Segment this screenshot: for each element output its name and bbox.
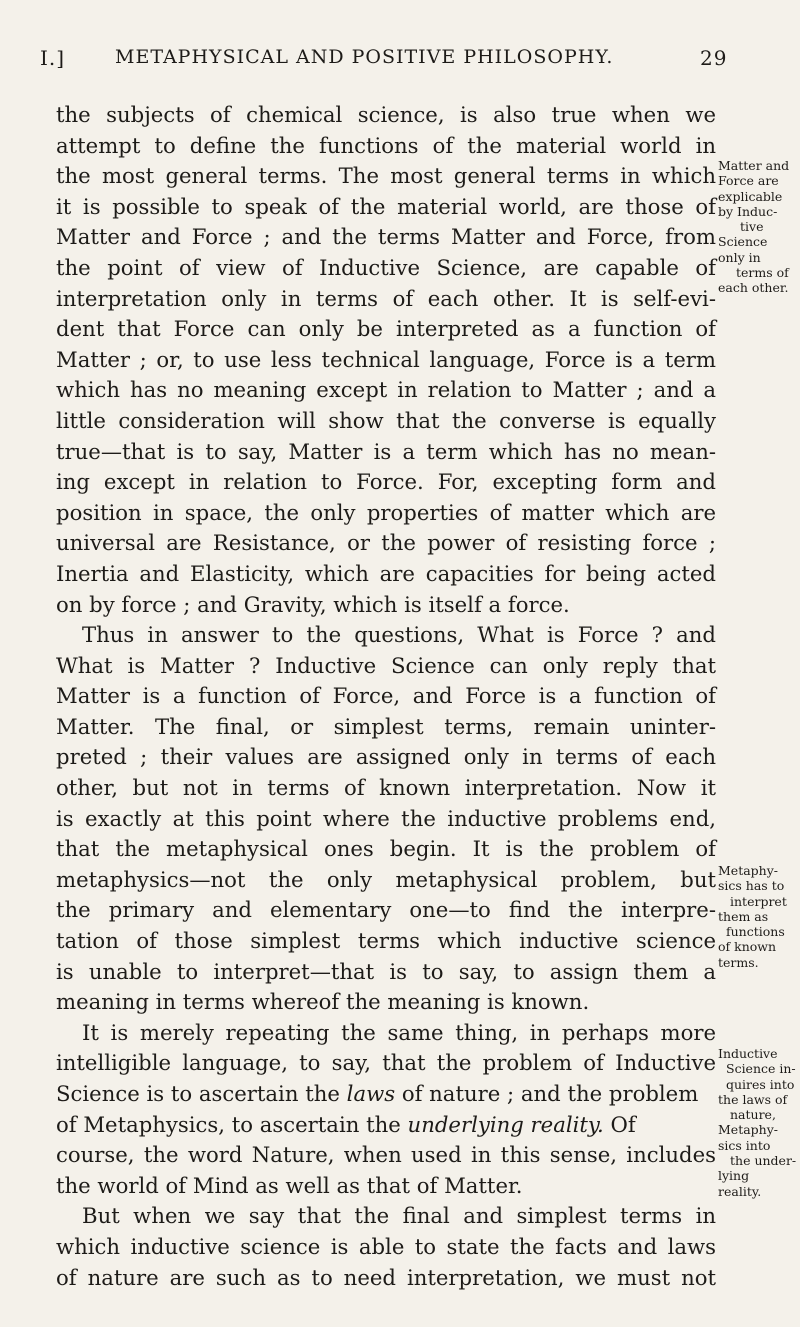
text-line: the primary and elementary one—to find the interpre- <box>56 897 716 923</box>
margin-note-line: lying <box>718 1168 750 1184</box>
margin-note-line: Inductive <box>718 1046 778 1061</box>
running-header <box>0 30 800 70</box>
margin-note-line: Science <box>718 234 768 250</box>
text-line: preted ; their values are assigned only in terms of each <box>56 744 716 770</box>
margin-note-line: them as <box>718 908 769 924</box>
margin-note-line: quires into <box>726 1076 795 1092</box>
text-line: position in space, the only properties of matter which are <box>56 499 716 525</box>
chapter-number: I.] <box>40 46 66 70</box>
margin-note <box>718 863 800 970</box>
text-segment: Science is to ascertain the <box>56 1081 340 1106</box>
text-line: course, the word Nature, when used in this sense, includes <box>56 1142 716 1168</box>
page-number: 29 <box>700 46 728 70</box>
body-text <box>56 100 716 1293</box>
text-line: Thus in answer to the questions, What is Force ? and <box>82 622 716 648</box>
margin-note-line: the under- <box>730 1153 797 1169</box>
text-line: Matter ; or, to use less technical language, Force is a term <box>56 346 716 372</box>
margin-note-line: Force are <box>718 173 779 189</box>
text-line: that the metaphysical ones begin. It is the problem of <box>56 836 716 862</box>
margin-note-line: Science in- <box>726 1061 796 1077</box>
text-line: ing except in relation to Force. For, excepting form and <box>56 469 716 495</box>
italic-phrase: laws <box>346 1081 396 1106</box>
text-line: metaphysics—not the only metaphysical problem, but <box>56 866 716 892</box>
text-line: intelligible language, to say, that the problem of Inductive <box>56 1050 716 1076</box>
text-line: But when we say that the final and simplest terms in <box>82 1203 716 1229</box>
text-line: interpretation only in terms of each other. It is self-evi- <box>56 285 716 311</box>
text-line: little consideration will show that the converse is equally <box>56 407 716 433</box>
margin-note-line: Metaphy- <box>718 1122 779 1138</box>
text-line: is unable to interpret—that is to say, to assign them a <box>56 958 716 984</box>
margin-note-line: each other. <box>718 280 789 296</box>
margin-note <box>718 1046 800 1199</box>
text-line: Matter and Force ; and the terms Matter and Force, from <box>56 224 716 250</box>
text-segment: Of <box>603 1111 636 1137</box>
text-line: the world of Mind as well as that of Matter. <box>56 1172 523 1198</box>
text-line: tation of those simplest terms which inductive science <box>56 928 716 954</box>
margin-note-line: Matter and <box>718 158 790 173</box>
margin-note-line: nature, <box>730 1107 776 1123</box>
text-line <box>56 1079 716 1110</box>
margin-note-line: functions <box>726 924 785 940</box>
text-line: universal are Resistance, or the power of resisting force ; <box>56 530 716 556</box>
margin-note-line: Metaphy- <box>718 863 779 878</box>
margin-note-line: of known <box>718 939 777 955</box>
text-line <box>56 1110 716 1141</box>
margin-note-line: explicable <box>718 188 783 204</box>
text-line: the subjects of chemical science, is also true when we <box>56 102 716 127</box>
margin-note-line: reality. <box>718 1183 762 1199</box>
margin-note-line: sics has to <box>718 878 785 894</box>
text-line: is exactly at this point where the inductive problems end, <box>56 805 716 831</box>
margin-note-line: only in <box>718 249 761 265</box>
margin-note-line: sics into <box>718 1137 771 1153</box>
text-line: the most general terms. The most general terms in which <box>56 163 716 189</box>
text-line: of nature are such as to need interpretation, we must not <box>56 1264 716 1290</box>
text-line: meaning in terms whereof the meaning is known. <box>56 989 590 1015</box>
text-line: true—that is to say, Matter is a term which has no mean- <box>56 438 716 464</box>
text-line: which inductive science is able to state the facts and laws <box>56 1233 716 1259</box>
margin-note-line: terms. <box>718 954 759 970</box>
text-line: other, but not in terms of known interpretation. Now it <box>56 775 716 801</box>
text-line: it is possible to speak of the material world, are those of <box>56 193 716 219</box>
text-segment: of nature ; and the problem <box>395 1081 699 1106</box>
text-line: What is Matter ? Inductive Science can only reply that <box>56 652 716 678</box>
running-title: METAPHYSICAL AND POSITIVE PHILOSOPHY. <box>115 46 614 68</box>
text-line: on by force ; and Gravity, which is itself a force. <box>56 591 570 617</box>
margin-note-line: by Induc- <box>718 203 778 219</box>
text-line: It is merely repeating the same thing, in perhaps more <box>82 1019 716 1045</box>
text-line: Matter. The final, or simplest terms, remain uninter- <box>56 713 716 739</box>
text-line: Inertia and Elasticity, which are capacities for being acted <box>56 560 716 586</box>
text-line: Matter is a function of Force, and Force is a function of <box>56 683 716 709</box>
margin-note-line: the laws of <box>718 1091 788 1107</box>
margin-note <box>718 158 800 296</box>
text-segment: of Metaphysics, to ascertain the <box>56 1111 401 1137</box>
italic-phrase: underlying reality. <box>407 1111 604 1137</box>
text-line: attempt to define the functions of the material world in <box>56 132 716 158</box>
margin-note-line: interpret <box>730 893 787 909</box>
text-line: which has no meaning except in relation to Matter ; and a <box>56 377 716 403</box>
margin-note-line: terms of <box>736 265 789 281</box>
text-line: the point of view of Inductive Science, are capable of <box>56 254 716 280</box>
text-line: dent that Force can only be interpreted as a function of <box>56 316 716 342</box>
margin-note-line: tive <box>740 219 764 235</box>
